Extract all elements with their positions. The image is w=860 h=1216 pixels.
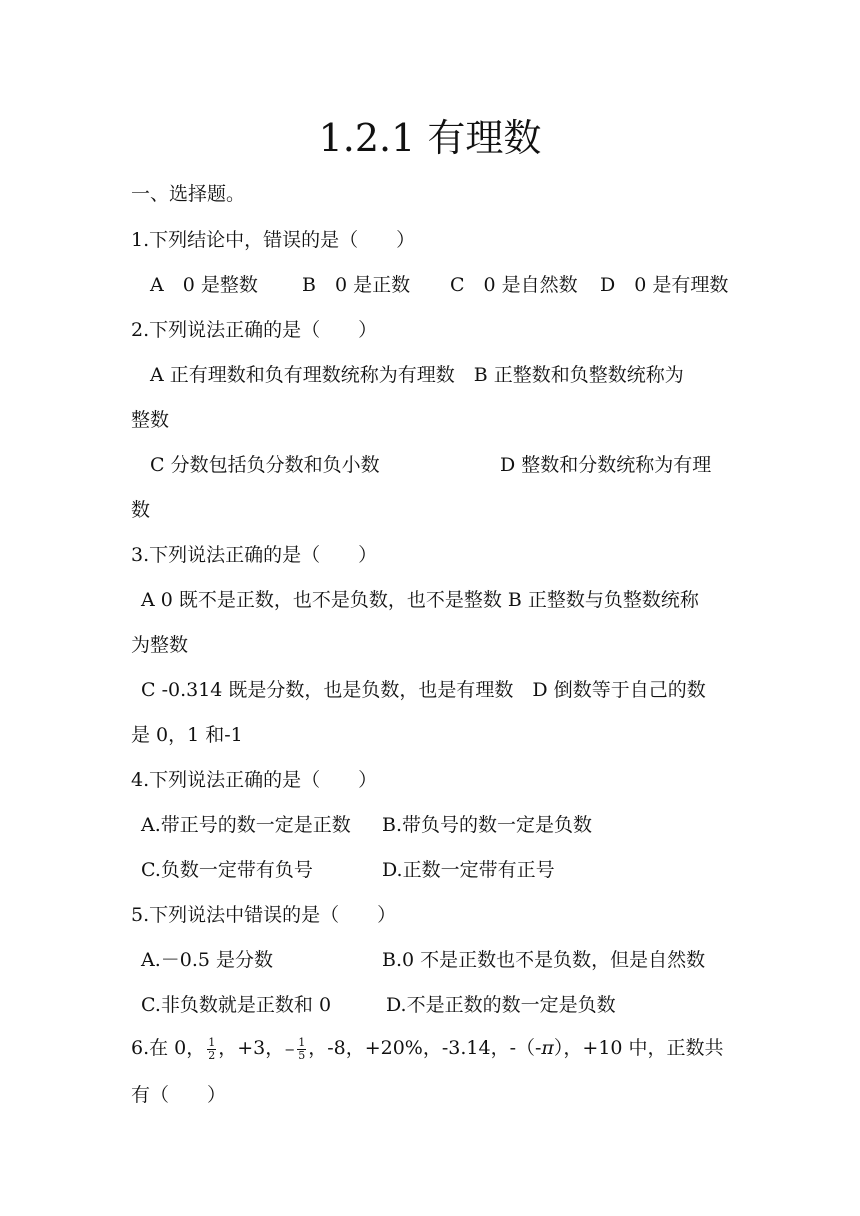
question-5-option-d: D.不是正数的数一定是负数: [386, 994, 616, 1016]
question-1-option-c: C 0 是自然数: [450, 274, 578, 296]
question-2-options-ab-continued: 整数: [131, 409, 170, 431]
question-5-option-a: A.－0.5 是分数: [141, 949, 274, 971]
question-6-prefix: 6.在 0，: [131, 1037, 206, 1059]
question-1-option-d: D 0 是有理数: [600, 274, 729, 296]
question-1-option-a: A 0 是整数: [150, 274, 258, 296]
question-6-middle-1: ，+3，: [218, 1037, 285, 1059]
question-6-suffix: ），+10 中，正数共: [553, 1037, 724, 1059]
question-6-stem-continued: 有（ ）: [131, 1084, 227, 1106]
question-3-options-cd: C -0.314 既是分数，也是负数，也是有理数 D 倒数等于自己的数: [141, 679, 706, 701]
question-5-option-b: B.0 不是正数也不是负数，但是自然数: [382, 949, 706, 971]
fraction-sign: −: [284, 1043, 296, 1058]
question-6-stem: [131, 1034, 724, 1065]
question-3-stem: 3.下列说法正确的是（ ）: [131, 544, 378, 566]
question-3-options-ab-continued: 为整数: [131, 634, 189, 656]
question-5-option-c: C.非负数就是正数和 0: [141, 994, 332, 1016]
question-2-options-ab: A 正有理数和负有理数统称为有理数 B 正整数和负整数统称为: [150, 364, 684, 386]
question-4-stem: 4.下列说法正确的是（ ）: [131, 769, 378, 791]
fraction-one-fifth: $\frac{1}{5}$: [298, 1035, 306, 1062]
section-heading: 一、选择题。: [131, 183, 246, 205]
question-4-option-a: A.带正号的数一定是正数: [141, 814, 351, 836]
pi-symbol: π: [541, 1037, 554, 1059]
question-2-option-d: D 整数和分数统称为有理: [500, 454, 712, 476]
question-4-option-c: C.负数一定带有负号: [141, 859, 313, 881]
question-4-option-d: D.正数一定带有正号: [382, 859, 555, 881]
page-title: 1.2.1 有理数: [318, 116, 542, 160]
question-1-option-b: B 0 是正数: [302, 274, 411, 296]
question-4-option-b: B.带负号的数一定是负数: [382, 814, 593, 836]
question-3-options-ab: A 0 既不是正数，也不是负数，也不是整数 B 正整数与负整数统称: [141, 589, 699, 611]
question-1-stem: 1.下列结论中，错误的是（ ）: [131, 229, 416, 251]
question-5-stem: 5.下列说法中错误的是（ ）: [131, 904, 397, 926]
question-2-stem: 2.下列说法正确的是（ ）: [131, 319, 378, 341]
question-3-options-cd-continued: 是 0，1 和-1: [131, 724, 243, 746]
question-2-option-d-continued: 数: [131, 499, 151, 521]
fraction-one-half: $\frac{1}{2}$: [208, 1035, 216, 1062]
question-2-option-c: C 分数包括负分数和负小数: [150, 454, 380, 476]
question-6-middle-2: ，-8，+20%，-3.14，-（-: [308, 1037, 542, 1059]
